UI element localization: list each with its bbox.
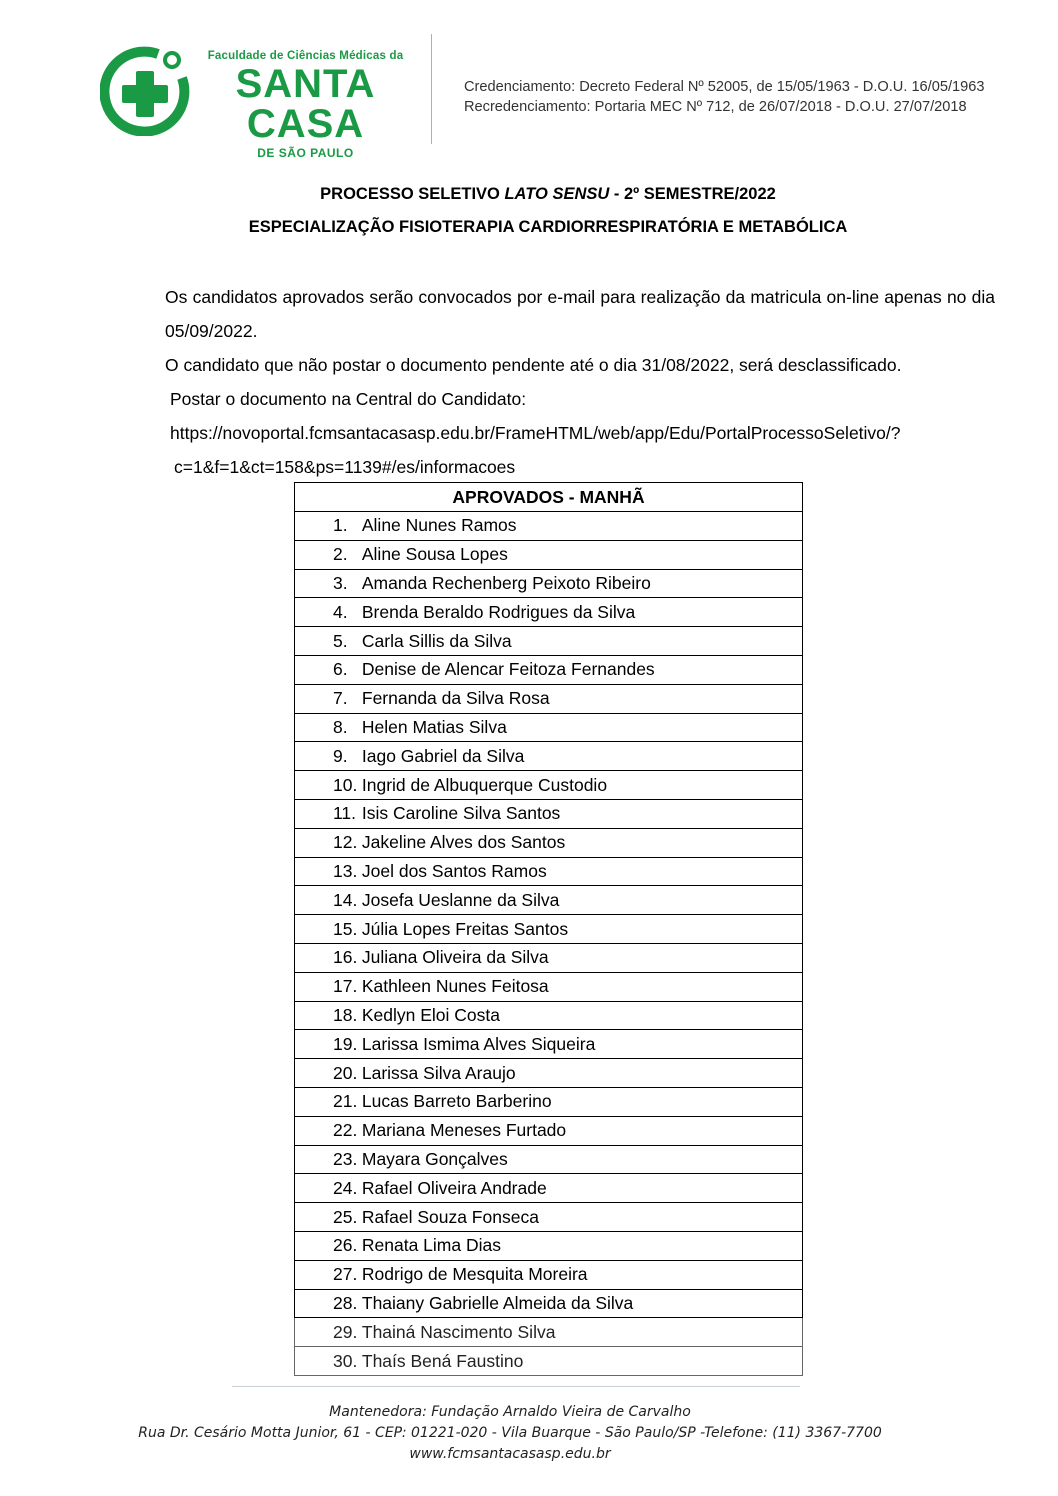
candidate-name: Josefa Ueslanne da Silva bbox=[361, 889, 560, 910]
logo-line-santa-casa: SANTA CASA bbox=[235, 62, 376, 146]
table-row bbox=[295, 627, 803, 656]
candidate-cell bbox=[295, 1203, 803, 1232]
table-header-row bbox=[295, 483, 803, 512]
table-row bbox=[295, 1145, 803, 1174]
table-row bbox=[295, 828, 803, 857]
candidate-number: 5. bbox=[333, 630, 348, 651]
table-row bbox=[295, 1347, 803, 1376]
page-footer bbox=[0, 1402, 1020, 1465]
table-row bbox=[295, 569, 803, 598]
table-row bbox=[295, 1087, 803, 1116]
candidate-number: 21. bbox=[333, 1091, 358, 1112]
table-row bbox=[295, 540, 803, 569]
candidate-number: 22. bbox=[333, 1120, 358, 1141]
paragraph-deadline: O candidato que não postar o documento pendente até o dia 31/08/2022, será desclassificado. bbox=[165, 355, 902, 375]
candidate-name: Isis Caroline Silva Santos bbox=[361, 803, 561, 824]
candidate-cell bbox=[295, 857, 803, 886]
candidate-name: Helen Matias Silva bbox=[361, 716, 507, 737]
candidate-cell bbox=[295, 1059, 803, 1088]
candidate-name: Carla Sillis da Silva bbox=[361, 630, 512, 651]
accreditation-info bbox=[464, 77, 984, 117]
candidate-cell bbox=[295, 1030, 803, 1059]
table-row bbox=[295, 1116, 803, 1145]
table-row bbox=[295, 742, 803, 771]
candidate-cell bbox=[295, 598, 803, 627]
candidate-cell bbox=[295, 1116, 803, 1145]
logo-line-sao-paulo: DE SÃO PAULO bbox=[257, 146, 354, 160]
candidate-number: 28. bbox=[333, 1292, 358, 1313]
candidate-number: 4. bbox=[333, 601, 348, 622]
candidate-number: 23. bbox=[333, 1148, 358, 1169]
candidate-number: 12. bbox=[333, 832, 358, 853]
candidate-number: 9. bbox=[333, 745, 348, 766]
candidate-cell bbox=[295, 684, 803, 713]
candidate-number: 2. bbox=[333, 544, 348, 565]
candidate-number: 13. bbox=[333, 860, 358, 881]
institution-logo-text bbox=[198, 50, 413, 160]
candidate-name: Mayara Gonçalves bbox=[361, 1148, 508, 1169]
candidate-name: Kedlyn Eloi Costa bbox=[361, 1004, 501, 1025]
candidate-number: 14. bbox=[333, 889, 358, 910]
candidate-cell bbox=[295, 915, 803, 944]
title-line-1 bbox=[0, 178, 1058, 211]
portal-url-line-1[interactable]: https://novoportal.fcmsantacasasp.edu.br/FrameHTML/web/app/Edu/PortalProcessoSeletivo/? bbox=[170, 423, 901, 443]
candidate-cell bbox=[295, 1231, 803, 1260]
candidate-name: Lucas Barreto Barberino bbox=[361, 1091, 552, 1112]
candidate-name: Brenda Beraldo Rodrigues da Silva bbox=[361, 601, 636, 622]
table-row bbox=[295, 943, 803, 972]
candidate-number: 7. bbox=[333, 688, 348, 709]
table-row bbox=[295, 771, 803, 800]
footer-maintainer: Mantenedora: Fundação Arnaldo Vieira de Carvalho bbox=[329, 1404, 691, 1420]
candidate-cell bbox=[295, 1001, 803, 1030]
candidate-cell bbox=[295, 943, 803, 972]
candidate-name: Thainá Nascimento Silva bbox=[361, 1321, 556, 1342]
footer-divider bbox=[232, 1386, 800, 1387]
table-body bbox=[295, 512, 803, 1376]
title-part-a: PROCESSO SELETIVO bbox=[320, 185, 505, 203]
document-title bbox=[0, 178, 1058, 244]
candidate-cell bbox=[295, 1145, 803, 1174]
portal-url-line-2[interactable]: c=1&f=1&ct=158&ps=1139#/es/informacoes bbox=[174, 457, 516, 477]
candidate-number: 10. bbox=[333, 774, 358, 795]
candidate-cell bbox=[295, 799, 803, 828]
candidate-number: 17. bbox=[333, 976, 358, 997]
candidate-number: 26. bbox=[333, 1235, 358, 1256]
candidate-number: 8. bbox=[333, 716, 348, 737]
candidate-name: Juliana Oliveira da Silva bbox=[361, 947, 549, 968]
credenciamento-text: Credenciamento: Decreto Federal Nº 52005, de 15/05/1963 - D.O.U. 16/05/1963 bbox=[464, 79, 985, 95]
candidate-cell bbox=[295, 569, 803, 598]
candidate-name: Rodrigo de Mesquita Moreira bbox=[361, 1264, 588, 1285]
table-row bbox=[295, 1001, 803, 1030]
table-row bbox=[295, 1059, 803, 1088]
candidate-cell bbox=[295, 1174, 803, 1203]
candidate-cell bbox=[295, 512, 803, 541]
instructions-text bbox=[165, 280, 995, 484]
candidate-name: Thaiany Gabrielle Almeida da Silva bbox=[361, 1292, 634, 1313]
candidate-cell bbox=[295, 771, 803, 800]
candidate-name: Denise de Alencar Feitoza Fernandes bbox=[361, 659, 655, 680]
table-row bbox=[295, 1203, 803, 1232]
candidate-cell bbox=[295, 1087, 803, 1116]
footer-address: Rua Dr. Cesário Motta Junior, 61 - CEP: 01221-020 - Vila Buarque - São Paulo/SP -Telefone: (11) 3367-7700 bbox=[138, 1425, 882, 1441]
table-row bbox=[295, 915, 803, 944]
candidate-cell bbox=[295, 1347, 803, 1376]
approved-list-table bbox=[294, 482, 803, 1376]
candidate-cell bbox=[295, 713, 803, 742]
candidate-name: Thaís Bená Faustino bbox=[361, 1350, 524, 1371]
title-part-lato-sensu: LATO SENSU bbox=[504, 185, 610, 203]
table-header: APROVADOS - MANHÃ bbox=[295, 483, 803, 512]
candidate-number: 16. bbox=[333, 947, 358, 968]
candidate-number: 25. bbox=[333, 1206, 358, 1227]
footer-website[interactable]: www.fcmsantacasasp.edu.br bbox=[409, 1446, 611, 1462]
table-row bbox=[295, 1174, 803, 1203]
candidate-cell bbox=[295, 972, 803, 1001]
candidate-cell bbox=[295, 1260, 803, 1289]
candidate-cell bbox=[295, 828, 803, 857]
table-row bbox=[295, 972, 803, 1001]
candidate-number: 11. bbox=[333, 803, 357, 824]
paragraph-enrollment: Os candidatos aprovados serão convocados por e-mail para realização da matricula on-line apenas no dia 05/09/2022. bbox=[165, 287, 995, 341]
table-row bbox=[295, 1231, 803, 1260]
candidate-number: 30. bbox=[333, 1350, 358, 1371]
candidate-number: 29. bbox=[333, 1321, 358, 1342]
candidate-name: Rafael Oliveira Andrade bbox=[361, 1177, 547, 1198]
candidate-name: Jakeline Alves dos Santos bbox=[361, 832, 566, 853]
paragraph-post-document: Postar o documento na Central do Candidato: bbox=[170, 389, 527, 409]
candidate-cell bbox=[295, 742, 803, 771]
table-row bbox=[295, 1260, 803, 1289]
candidate-name: Aline Sousa Lopes bbox=[361, 544, 508, 565]
table-row bbox=[295, 886, 803, 915]
candidate-cell bbox=[295, 1318, 803, 1347]
logo-line-faculty: Faculdade de Ciências Médicas da bbox=[207, 50, 404, 62]
candidate-name: Rafael Souza Fonseca bbox=[361, 1206, 539, 1227]
candidate-cell bbox=[295, 627, 803, 656]
table-row bbox=[295, 799, 803, 828]
candidate-cell bbox=[295, 886, 803, 915]
candidate-name: Mariana Meneses Furtado bbox=[361, 1120, 567, 1141]
santa-casa-logo-icon bbox=[100, 44, 192, 136]
candidate-name: Ingrid de Albuquerque Custodio bbox=[361, 774, 608, 795]
candidate-number: 18. bbox=[333, 1004, 358, 1025]
table-row bbox=[295, 512, 803, 541]
candidate-name: Larissa Ismima Alves Siqueira bbox=[361, 1033, 596, 1054]
candidate-number: 15. bbox=[333, 918, 358, 939]
candidate-number: 27. bbox=[333, 1264, 358, 1285]
candidate-number: 6. bbox=[333, 659, 348, 680]
candidate-cell bbox=[295, 655, 803, 684]
table-row bbox=[295, 684, 803, 713]
candidate-name: Fernanda da Silva Rosa bbox=[361, 688, 550, 709]
candidate-name: Larissa Silva Araujo bbox=[361, 1062, 516, 1083]
candidate-name: Amanda Rechenberg Peixoto Ribeiro bbox=[361, 572, 651, 593]
candidate-cell bbox=[295, 540, 803, 569]
candidate-number: 24. bbox=[333, 1177, 358, 1198]
table-row bbox=[295, 713, 803, 742]
candidate-cell bbox=[295, 1289, 803, 1318]
candidate-name: Iago Gabriel da Silva bbox=[361, 745, 525, 766]
candidate-name: Kathleen Nunes Feitosa bbox=[361, 976, 549, 997]
title-part-semester: - 2º SEMESTRE/2022 bbox=[609, 185, 776, 203]
table-row bbox=[295, 1030, 803, 1059]
table-row bbox=[295, 857, 803, 886]
candidate-name: Renata Lima Dias bbox=[361, 1235, 501, 1256]
candidate-name: Aline Nunes Ramos bbox=[361, 515, 517, 536]
candidate-name: Joel dos Santos Ramos bbox=[361, 860, 547, 881]
header-divider bbox=[431, 34, 432, 144]
table-row bbox=[295, 598, 803, 627]
candidate-number: 1. bbox=[333, 515, 348, 536]
title-line-2: ESPECIALIZAÇÃO FISIOTERAPIA CARDIORRESPIRATÓRIA E METABÓLICA bbox=[248, 218, 848, 236]
table-row bbox=[295, 655, 803, 684]
candidate-number: 19. bbox=[333, 1033, 358, 1054]
table-row bbox=[295, 1289, 803, 1318]
page-header bbox=[0, 0, 1058, 160]
table-row bbox=[295, 1318, 803, 1347]
candidate-number: 20. bbox=[333, 1062, 358, 1083]
candidate-number: 3. bbox=[333, 572, 348, 593]
recredenciamento-text: Recredenciamento: Portaria MEC Nº 712, de 26/07/2018 - D.O.U. 27/07/2018 bbox=[464, 99, 967, 115]
candidate-name: Júlia Lopes Freitas Santos bbox=[361, 918, 569, 939]
